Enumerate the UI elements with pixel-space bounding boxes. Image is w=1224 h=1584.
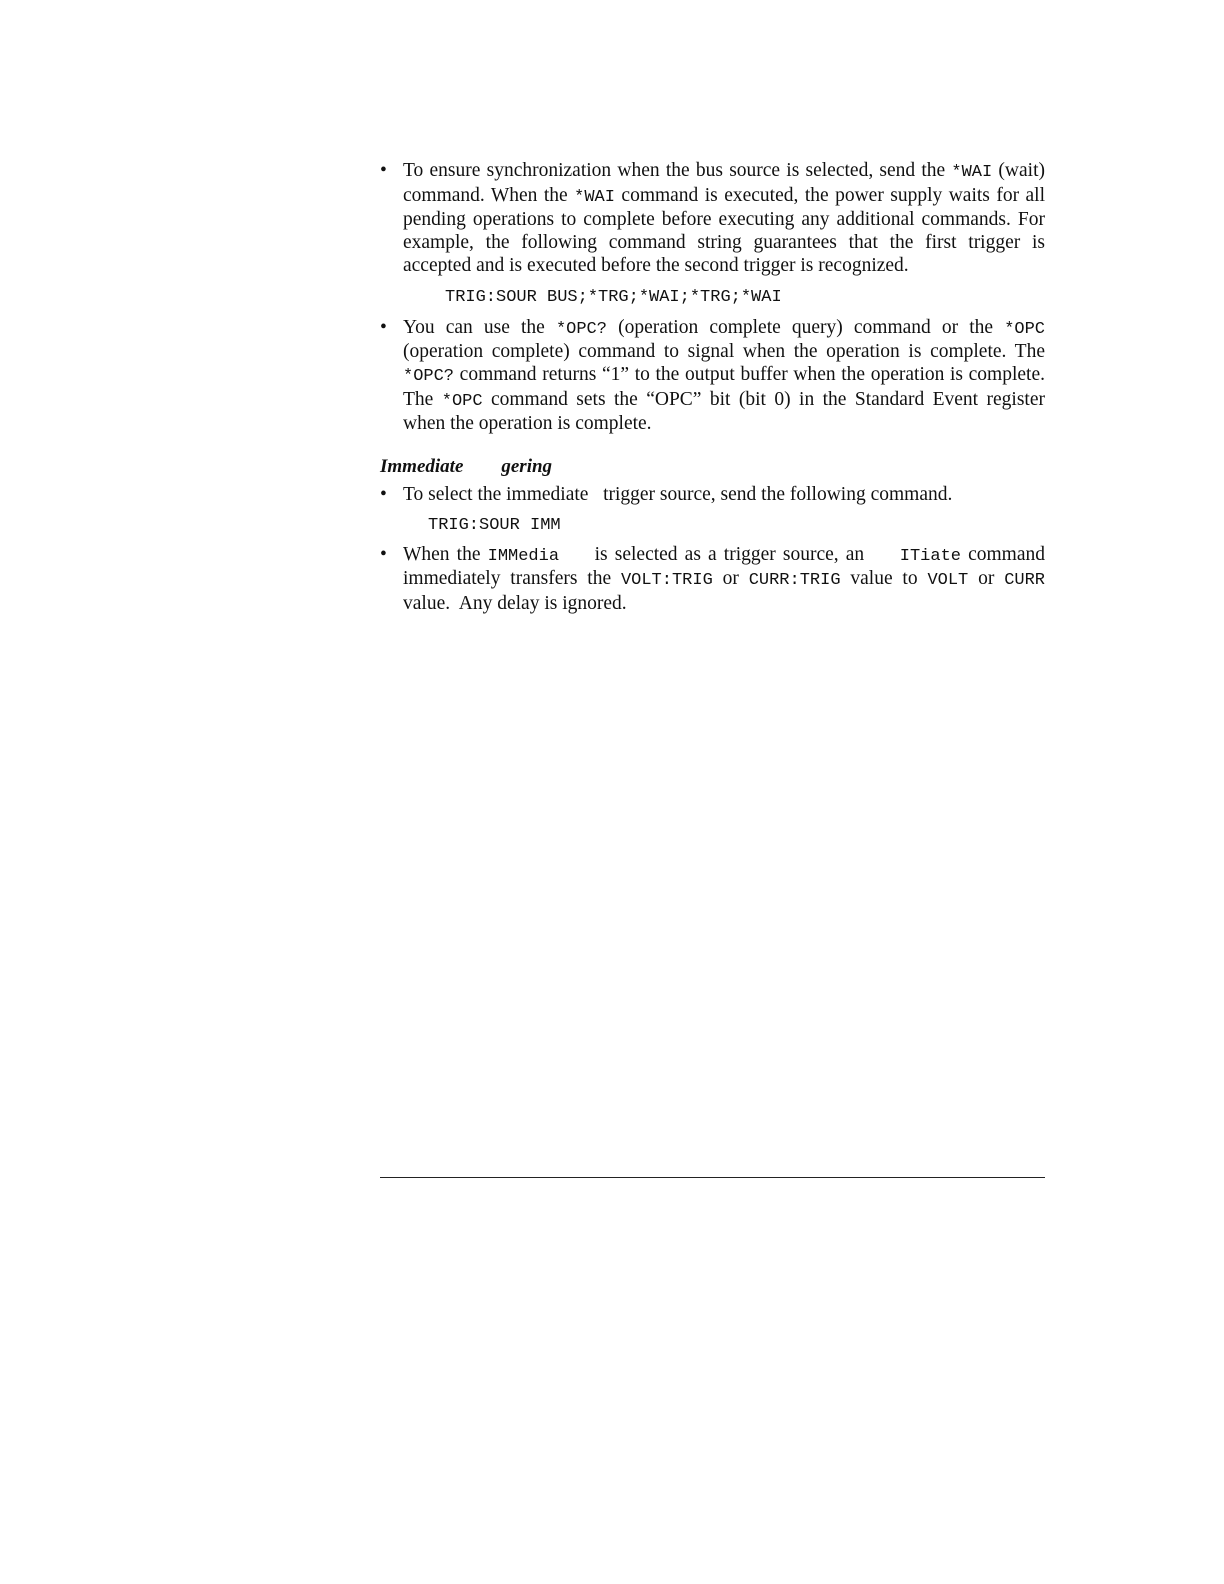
text: (operation complete) command to signal when the operation is complete. The xyxy=(403,341,1045,363)
code-opc: *OPC xyxy=(441,391,483,411)
code-opc: *OPC xyxy=(1004,319,1045,339)
section-heading-immediate: Immediate gering xyxy=(380,456,553,478)
bullet-immediate-initiate xyxy=(380,543,1050,616)
bullet-wai-synchronization xyxy=(380,160,1045,278)
text: command sets the “OPC” bit (bit 0) in the Standard Event register when the operation is complete. xyxy=(403,388,1045,435)
text: command is executed, the power supply waits for all pending operations to complete before executing any additional commands. For example, the following command string guarantees that the first trigger is accepted and is executed before the second trigger is recognized. xyxy=(403,184,1046,276)
code-initiate: ITiate xyxy=(899,546,961,566)
code-volt-trig: VOLT:TRIG xyxy=(620,571,713,591)
text: (operation complete query) command or the xyxy=(606,316,1005,338)
code-opc-query: *OPC? xyxy=(555,319,607,339)
code-example-imm: TRIG:SOUR IMM xyxy=(428,515,561,535)
code-example-bus: TRIG:SOUR BUS;*TRG;*WAI;*TRG;*WAI xyxy=(445,287,782,307)
code-volt: VOLT xyxy=(927,571,969,591)
text: value. Any delay is ignored. xyxy=(403,568,1050,615)
text: or xyxy=(712,568,749,590)
page-body xyxy=(380,160,1050,616)
paragraph-opc xyxy=(403,317,1045,437)
text: command returns “1” to the output buffer when the operation is complete. The xyxy=(403,363,1045,410)
text: To ensure synchronization when the bus source is selected, send the xyxy=(403,160,952,181)
code-immediate: IMMedia xyxy=(487,546,560,566)
bullet-immediate-select xyxy=(380,484,1045,507)
code-wai: *WAI xyxy=(574,187,615,207)
text: You can use the xyxy=(403,316,556,338)
text: is selected as a trigger source, an xyxy=(559,543,900,565)
text: or xyxy=(968,568,1005,590)
footer-rule xyxy=(380,1177,1045,1178)
bullet-opc xyxy=(380,317,1045,437)
paragraph-immediate-select: • To select the immediate trigger source, send the following command. xyxy=(403,484,953,506)
text: (wait) command. When the xyxy=(403,160,1045,206)
text: value to xyxy=(840,568,928,590)
code-opc-query: *OPC? xyxy=(403,366,455,386)
paragraph-immediate-initiate xyxy=(403,543,1050,616)
code-curr-trig: CURR:TRIG xyxy=(748,571,841,591)
paragraph-wai xyxy=(403,160,1045,278)
code-curr: CURR xyxy=(1004,571,1045,591)
text: When the xyxy=(403,543,488,565)
text: command immediately transfers the xyxy=(403,543,1050,590)
code-wai: *WAI xyxy=(951,163,993,182)
